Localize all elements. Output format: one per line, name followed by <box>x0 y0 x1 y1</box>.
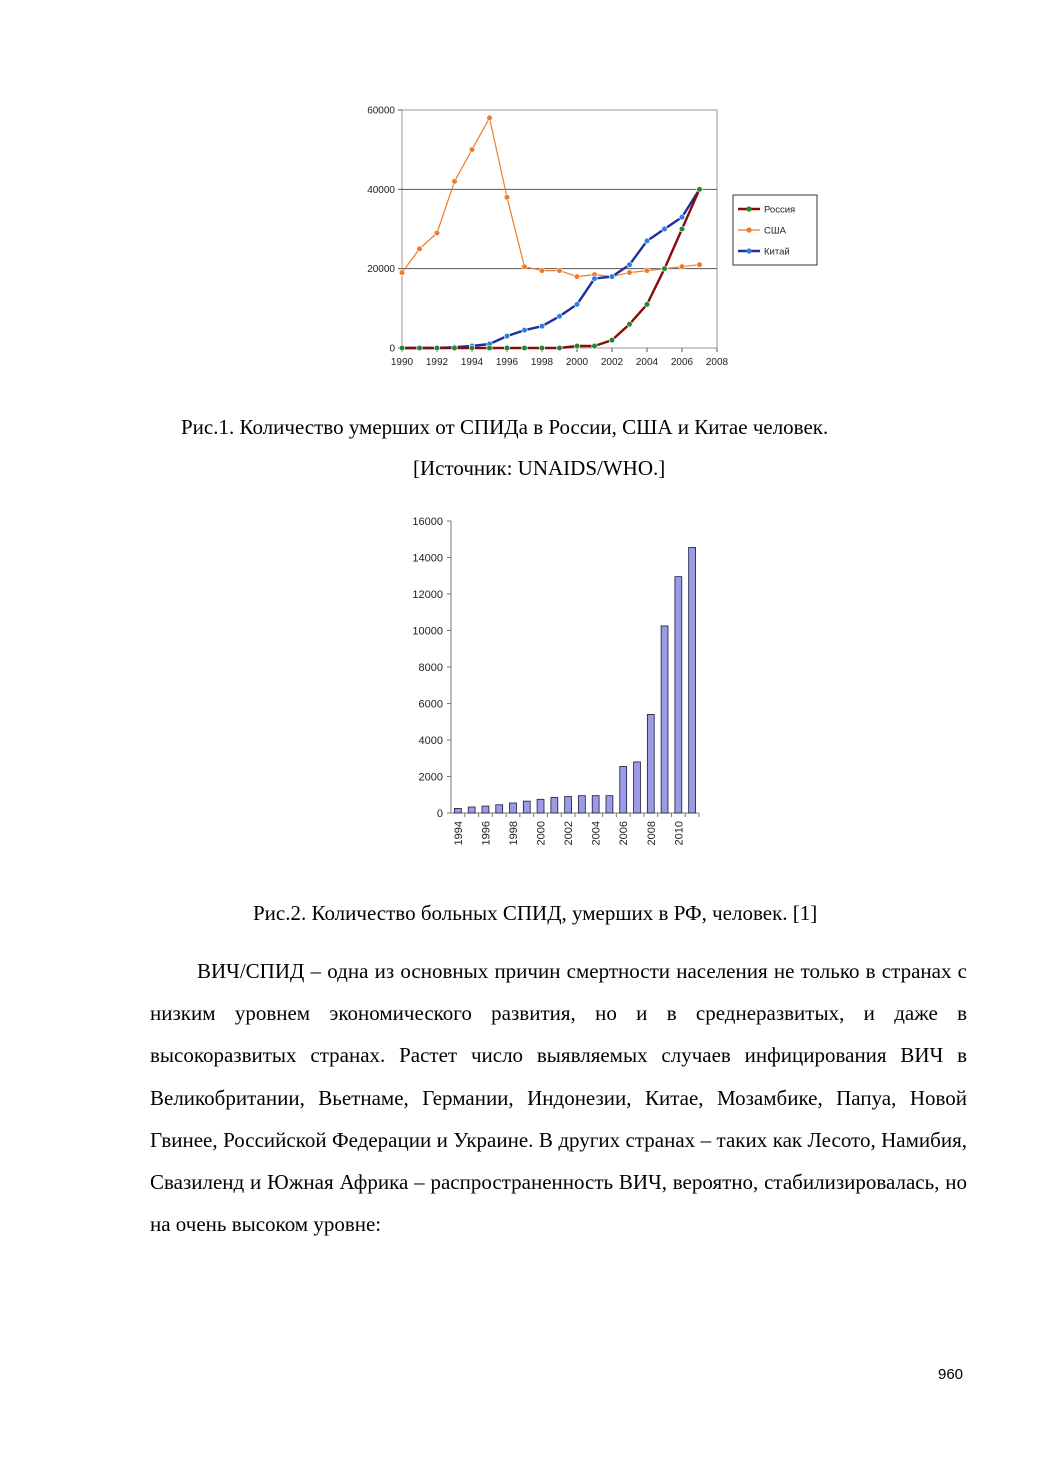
x-tick-label: 1992 <box>425 357 449 368</box>
series-0-point <box>487 345 493 351</box>
bar-2004 <box>592 796 599 813</box>
series-1-point <box>399 270 405 276</box>
bar-2007 <box>634 762 641 813</box>
y-tick-label: 40000 <box>367 184 395 196</box>
series-2-point <box>679 214 685 220</box>
series-0-point <box>592 343 598 349</box>
x-tick-label: 2002 <box>563 821 576 846</box>
x-tick-label: 1998 <box>530 357 554 368</box>
legend-marker-1 <box>746 227 751 232</box>
series-0-point <box>627 321 633 327</box>
series-0-point <box>417 345 423 351</box>
bar-2000 <box>537 799 544 813</box>
legend-label: Китай <box>764 246 790 258</box>
series-0-point <box>539 345 545 351</box>
figure-1-caption-line-1: Рис.1. Количество умерших от СПИДа в России, США и Китае человек. <box>181 415 829 439</box>
series-2-point <box>522 327 528 333</box>
bar-1994 <box>454 808 461 813</box>
x-tick-label: 2004 <box>635 357 659 368</box>
series-2-point <box>539 323 545 329</box>
x-tick-label: 2004 <box>590 821 603 846</box>
series-1-point <box>679 264 685 270</box>
bar-1997 <box>496 805 503 813</box>
series-0-point <box>504 345 510 351</box>
series-0-point <box>662 266 668 272</box>
series-1-point <box>574 274 580 280</box>
bar-1998 <box>510 803 517 813</box>
series-1-point <box>504 194 510 200</box>
bar-1995 <box>468 807 475 813</box>
series-2-point <box>574 302 580 308</box>
bar-2005 <box>606 796 613 813</box>
series-0-point <box>574 343 580 349</box>
line-chart-deaths-russia-usa-china <box>340 95 840 385</box>
y-tick-label: 12000 <box>412 589 443 601</box>
bar-2011 <box>689 547 696 813</box>
plot-area <box>402 110 717 348</box>
body-paragraph-container <box>150 950 967 1245</box>
series-2-point <box>609 274 615 280</box>
series-1-point <box>487 115 493 121</box>
y-tick-label: 6000 <box>418 698 443 711</box>
series-1-point <box>452 179 458 185</box>
y-tick-label: 2000 <box>418 771 443 784</box>
bar-1996 <box>482 806 489 813</box>
series-0-point <box>697 187 703 193</box>
series-1-point <box>434 230 440 236</box>
series-2-point <box>504 333 510 339</box>
series-1-point <box>469 147 475 153</box>
x-tick-label: 1994 <box>460 357 484 368</box>
series-0-point <box>399 345 405 351</box>
series-0-point <box>452 345 458 351</box>
body-paragraph: ВИЧ/СПИД – одна из основных причин смертности населения не только в странах с низким уровнем экономического развития, но и в среднеразвитых, и даже в высокоразвитых странах. Растет число выявляемых случаев инфицирования ВИЧ в Великобритании, Вьетнаме, Германии, Индонезии, Китае, Мозамбике, Папуа, Новой Гвинее, Российской Федерации и Украине. В других странах – таких как Лесото, Намибия, Свазиленд и Южная Африка – распространенность ВИЧ, вероятно, стабилизировалась, но на очень высоком уровне: <box>150 959 967 1237</box>
series-0-point <box>679 226 685 232</box>
y-tick-label: 14000 <box>412 552 443 565</box>
series-1-point <box>644 268 650 274</box>
bar-2009 <box>661 626 668 813</box>
x-tick-label: 1996 <box>480 821 493 846</box>
series-2-point <box>644 238 650 244</box>
y-tick-label: 20000 <box>367 264 395 276</box>
x-tick-label: 1996 <box>495 357 519 368</box>
y-tick-label: 8000 <box>418 662 443 674</box>
legend-marker-2 <box>746 248 751 253</box>
bar-2003 <box>578 796 585 813</box>
y-tick-label: 60000 <box>367 105 395 117</box>
y-tick-label: 10000 <box>412 625 443 638</box>
y-tick-label: 0 <box>436 808 443 820</box>
bar-2010 <box>675 577 682 813</box>
series-1-point <box>522 264 528 270</box>
x-tick-label: 2008 <box>645 821 658 846</box>
x-tick-label: 2008 <box>705 357 729 368</box>
x-tick-label: 2006 <box>618 821 631 846</box>
legend-label: США <box>764 225 786 237</box>
series-0-point <box>469 345 475 351</box>
bar-1999 <box>523 801 530 813</box>
y-tick-label: 0 <box>389 343 395 355</box>
bar-chart-aids-deaths-rf <box>395 505 715 865</box>
legend-label: Россия <box>764 204 796 216</box>
series-2-point <box>557 313 563 319</box>
x-tick-label: 1998 <box>508 821 520 846</box>
series-0-point <box>434 345 440 351</box>
x-tick-label: 2006 <box>670 357 694 368</box>
series-2-point <box>592 276 598 282</box>
series-1-point <box>627 270 633 276</box>
series-0-point <box>609 337 615 343</box>
figure-2-caption: Рис.2. Количество больных СПИД, умерших в РФ, человек. [1] <box>253 901 818 925</box>
bar-2001 <box>551 797 558 813</box>
series-1-point <box>539 268 545 274</box>
series-1-point <box>557 268 563 274</box>
bar-2002 <box>565 797 572 813</box>
series-1-point <box>417 246 423 252</box>
x-tick-label: 2002 <box>600 357 624 368</box>
x-tick-label: 1994 <box>452 821 465 846</box>
series-2-point <box>662 226 668 232</box>
x-tick-label: 1990 <box>390 357 414 368</box>
series-0-point <box>644 302 650 308</box>
y-tick-label: 16000 <box>412 516 443 528</box>
x-tick-label: 2000 <box>565 357 589 368</box>
series-0-point <box>522 345 528 351</box>
series-0-point <box>557 345 563 351</box>
y-tick-label: 4000 <box>418 735 443 747</box>
x-tick-label: 2010 <box>673 821 686 846</box>
legend-marker-0 <box>746 206 751 211</box>
figure-1-caption-line-2: [Источник: UNAIDS/WHO.] <box>413 456 666 480</box>
bar-2008 <box>647 714 654 813</box>
series-2-point <box>627 262 633 268</box>
bar-2006 <box>620 766 627 813</box>
page-number: 960 <box>938 1366 964 1383</box>
series-1-point <box>697 262 703 268</box>
x-tick-label: 2000 <box>535 821 548 846</box>
